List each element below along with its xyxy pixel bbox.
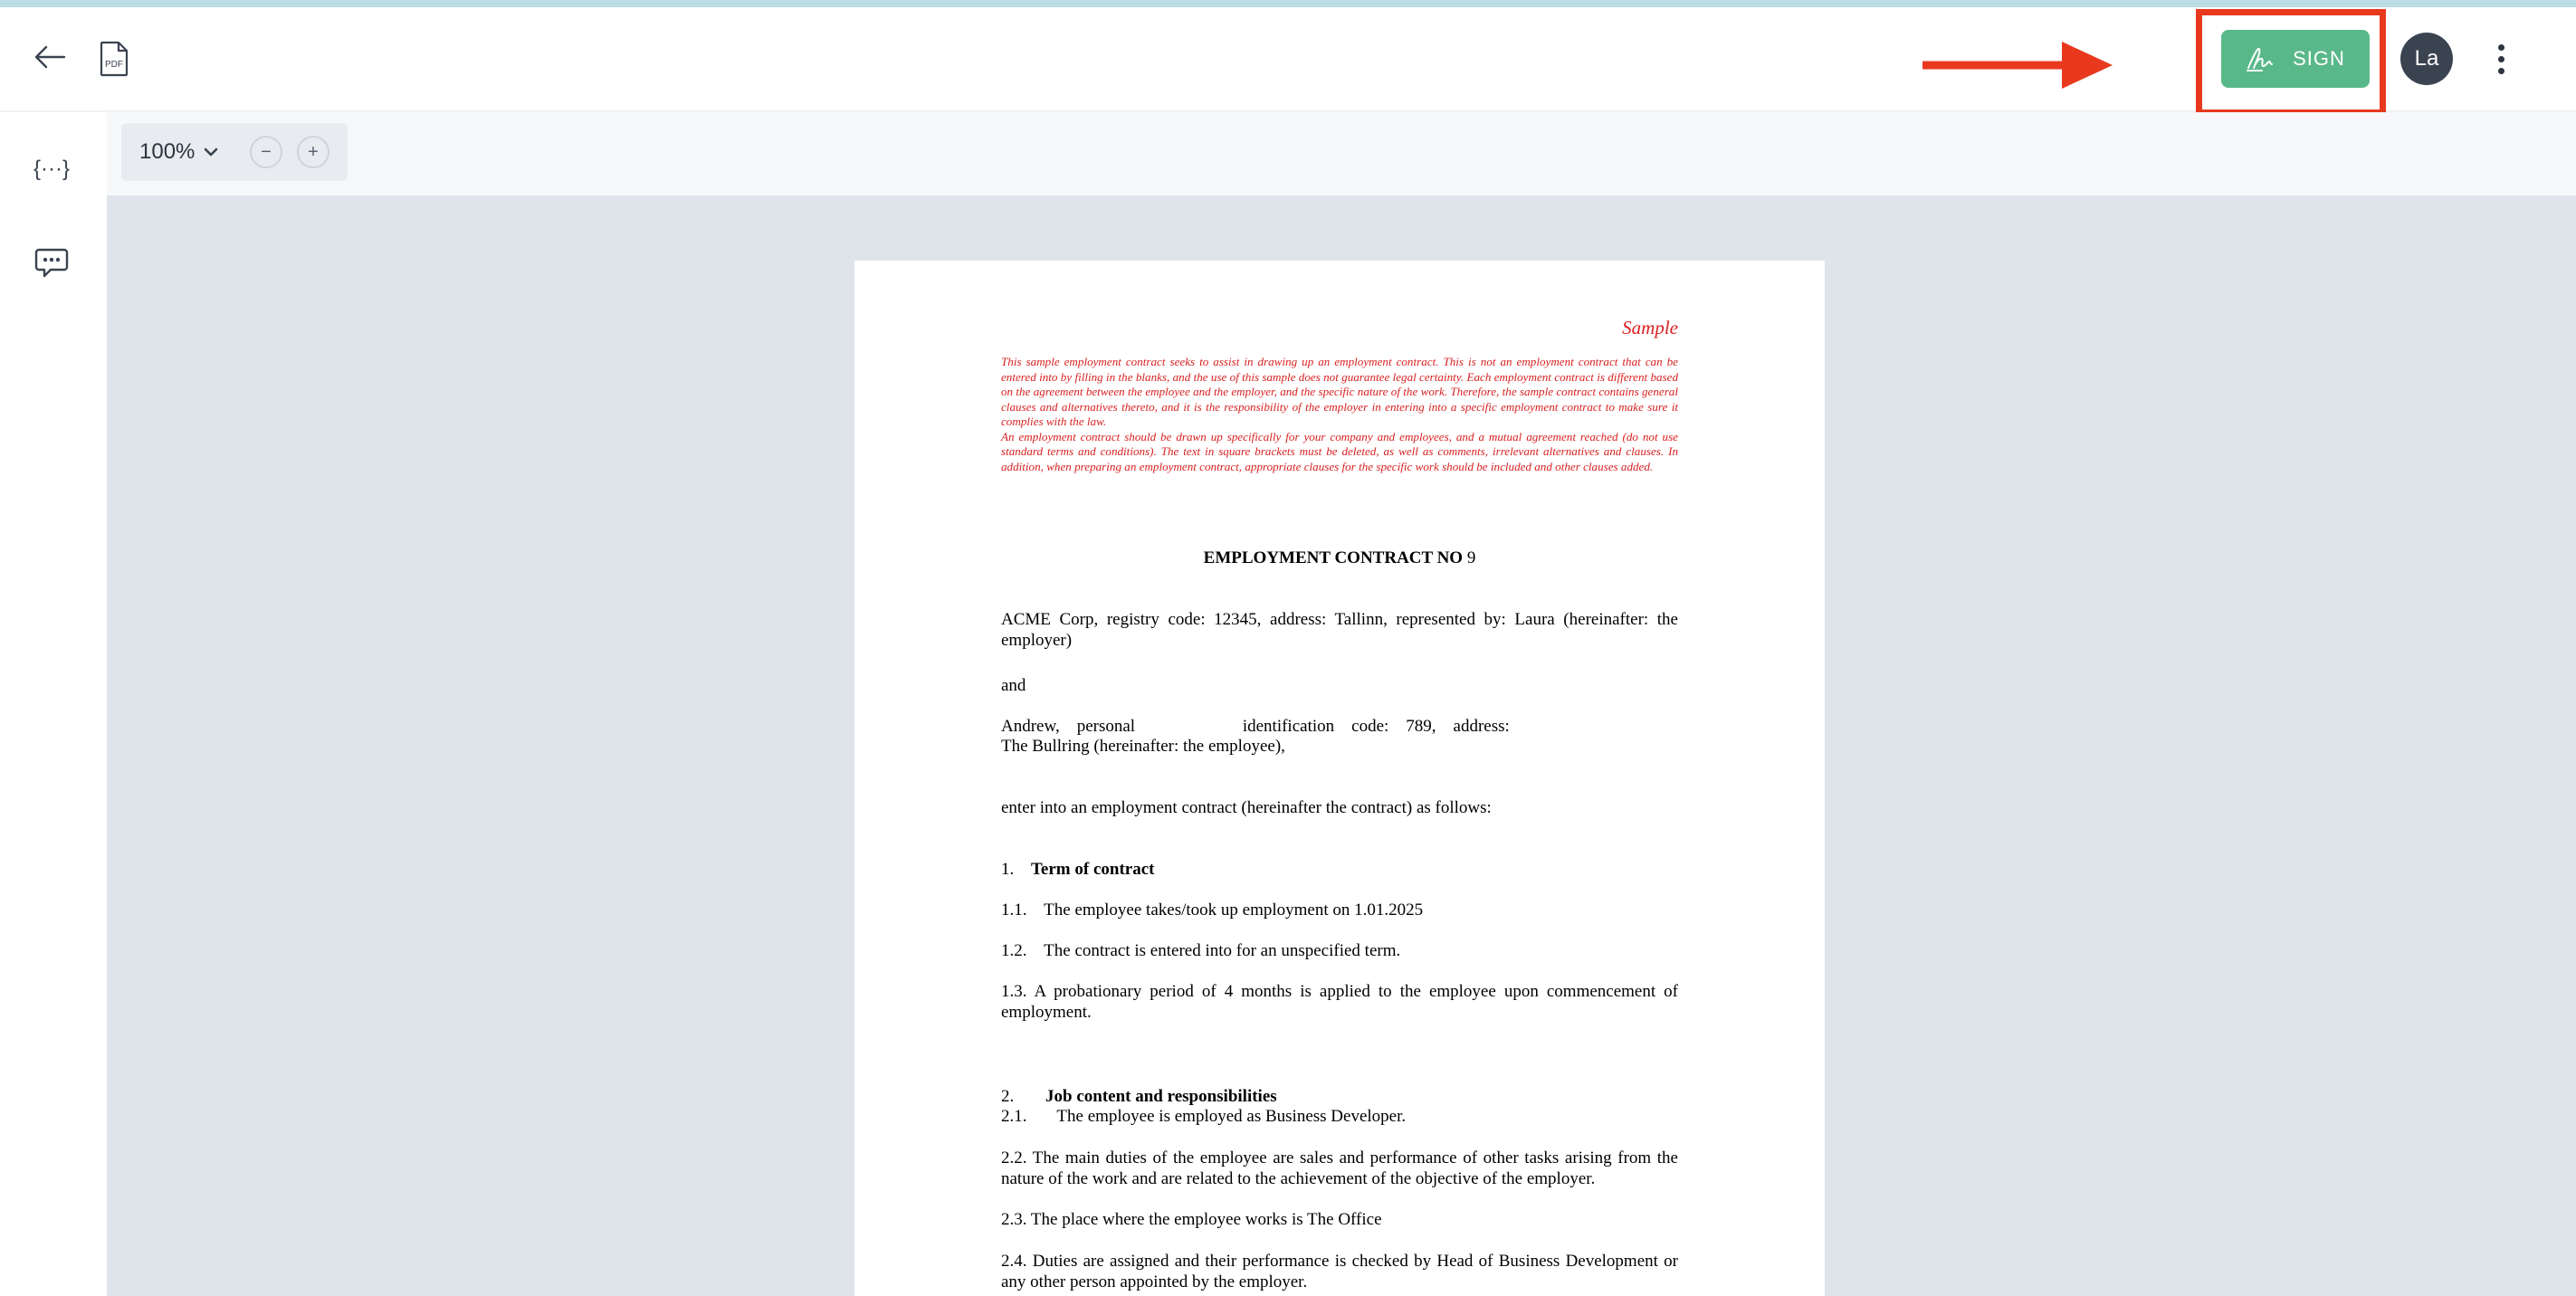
- pdf-file-icon: [99, 41, 129, 77]
- chevron-down-icon: [204, 147, 218, 157]
- back-button[interactable]: [27, 34, 72, 80]
- zoom-in-button[interactable]: [297, 136, 329, 168]
- clause-2-4: 2.4. Duties are assigned and their performance is checked by Head of Business Development or any other person appointed by the employer.: [1001, 1252, 1678, 1291]
- zoom-out-button[interactable]: [250, 136, 282, 168]
- avatar-initials: La: [2414, 46, 2439, 71]
- clause-1-1: 1.1. The employee takes/took up employment on 1.01.2025: [1001, 901, 1424, 920]
- more-options-button[interactable]: [2487, 36, 2514, 81]
- employee-party-line-1: Andrew, personal identification code: 789, address:: [1001, 717, 1510, 736]
- clause-1-2: 1.2. The contract is entered into for an unspecified term.: [1001, 941, 1401, 960]
- employer-party: ACME Corp, registry code: 12345, address: Tallinn, represented by: Laura (hereinafter: the employer): [1001, 610, 1678, 650]
- disclaimer-paragraph-1: This sample employment contract seeks to assist in drawing up an employment contract. This is not an employment contract that can be entered into by filling in the blanks, and the use of this sample does not guarantee legal certainty. Each employment contract is different based on the agreement between the employee and the employer, and the specific nature of the work. Therefore, the sample contract contains general clauses and alternatives thereto, and it is the responsibility of the employer in entering into a specific employment contract to make sure it complies with the law.: [1001, 355, 1678, 428]
- signature-icon: [2246, 45, 2276, 72]
- annotation-arrow: [1919, 36, 2118, 94]
- contract-title: [854, 548, 1825, 568]
- window-top-stripe: [0, 0, 2576, 7]
- comment-bubble-icon: [34, 247, 69, 280]
- left-sidebar: [0, 112, 107, 1296]
- zoom-select[interactable]: [139, 123, 218, 181]
- document-canvas[interactable]: [107, 195, 2576, 1296]
- sign-button-label: SIGN: [2293, 47, 2345, 70]
- pdf-label: PDF: [105, 60, 123, 70]
- contract-intro: enter into an employment contract (hereinafter the contract) as follows:: [1001, 798, 1492, 817]
- section-1-title: Term of contract: [1031, 860, 1155, 879]
- section-1-heading: [1001, 860, 1678, 881]
- plus-icon: +: [308, 141, 319, 162]
- clause-2-2: 2.2. The main duties of the employee are sales and performance of other tasks arising from the nature of the work and are related to the achievement of the objective of the employer.: [1001, 1148, 1678, 1188]
- disclaimer-text: [1001, 355, 1678, 474]
- and-word: and: [1001, 676, 1026, 695]
- contract-number: 9: [1466, 548, 1476, 567]
- zoom-controls: [121, 123, 348, 181]
- variables-icon: {···}: [33, 157, 70, 181]
- app-header: [0, 7, 2576, 112]
- user-avatar[interactable]: [2400, 33, 2453, 85]
- minus-icon: −: [261, 141, 272, 162]
- contract-title-text: EMPLOYMENT CONTRACT NO: [1203, 548, 1464, 567]
- download-pdf-button[interactable]: [94, 36, 134, 81]
- disclaimer-paragraph-2: An employment contract should be drawn up specifically for your company and employees, and a mutual agreement reached (do not use standard terms and conditions). The text in square brackets must be deleted, as well as comments, irrelevant alternatives and clauses. In addition, when preparing an employment contract, appropriate clauses for the specific work should be included and other clauses added.: [1001, 429, 1678, 473]
- document-toolbar: [107, 112, 2576, 195]
- document-page: [854, 261, 1825, 1296]
- section-2-title: Job content and responsibilities: [1045, 1087, 1277, 1106]
- section-2-number: 2.: [1001, 1087, 1015, 1106]
- sign-button[interactable]: [2221, 30, 2370, 88]
- comments-button[interactable]: [29, 241, 74, 286]
- clause-2-1: 2.1. The employee is employed as Business Developer.: [1001, 1107, 1407, 1126]
- clause-2-3: 2.3. The place where the employee works is The Office: [1001, 1210, 1382, 1229]
- more-vertical-icon: [2498, 44, 2504, 51]
- clause-1-3: 1.3. A probationary period of 4 months is applied to the employee upon commencement of employment.: [1001, 982, 1678, 1022]
- employee-party-line-2: The Bullring (hereinafter: the employee),: [1001, 737, 1285, 756]
- section-2-heading: [1001, 1087, 1678, 1108]
- zoom-value: 100%: [139, 139, 196, 164]
- section-1-number: 1.: [1001, 860, 1015, 879]
- arrow-left-icon: [33, 44, 66, 70]
- variables-button[interactable]: [29, 148, 74, 190]
- sample-label: Sample: [1622, 317, 1678, 338]
- kebab-dot: [2498, 56, 2504, 62]
- kebab-dot: [2498, 68, 2504, 74]
